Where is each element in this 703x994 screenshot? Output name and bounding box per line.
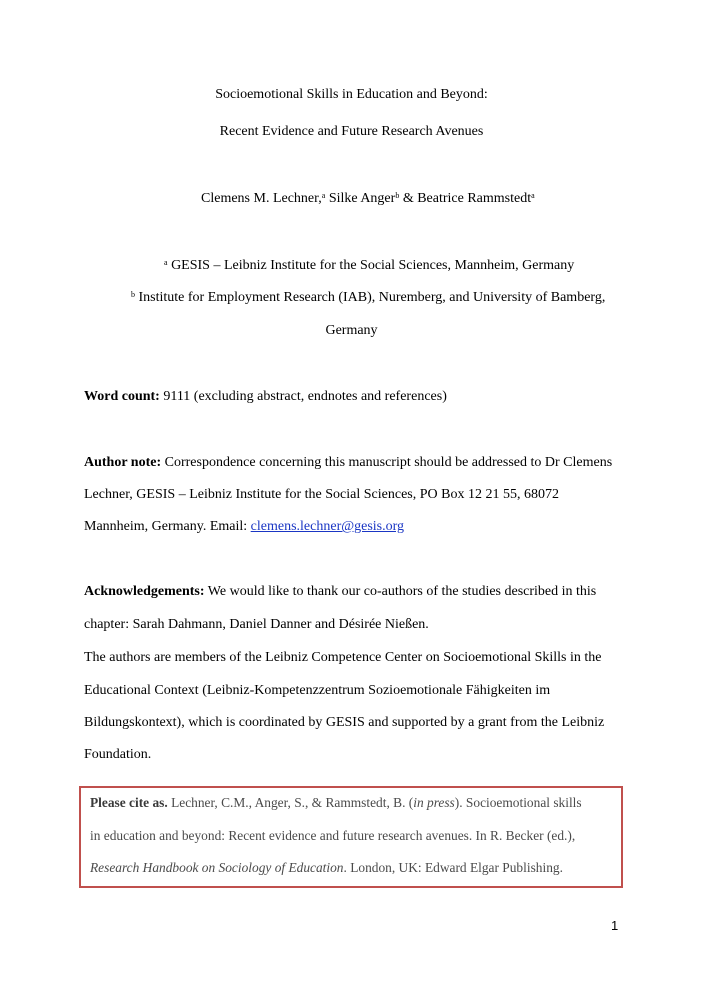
citation-line-2: in education and beyond: Recent evidence and future research avenues. In R. Becker (ed.), — [90, 828, 576, 843]
affiliation-b-text: Institute for Employment Research (IAB), Nuremberg, and University of Bamberg, — [135, 290, 606, 305]
affiliation-b — [131, 289, 605, 307]
citation-label: Please cite as. — [90, 795, 168, 810]
citation-in-press: in press — [413, 795, 455, 810]
citation-line-3 — [90, 859, 563, 877]
title-line-2: Recent Evidence and Future Research Avenues — [219, 124, 484, 139]
author-2: Silke Anger — [325, 191, 396, 206]
author-note-line-2: Lechner, GESIS – Leibniz Institute for the Social Sciences, PO Box 12 21 55, 68072 — [84, 487, 559, 502]
affiliation-b-marker: b — [131, 290, 135, 299]
acknowledgements-label: Acknowledgements: — [84, 584, 205, 599]
author-1: Clemens M. Lechner, — [201, 191, 322, 206]
acknowledgements-line-5: Bildungskontext), which is coordinated by GESIS and supported by a grant from the Leibniz — [84, 715, 605, 730]
affiliation-a — [164, 257, 574, 275]
citation-publisher: . London, UK: Edward Elgar Publishing. — [343, 860, 563, 875]
acknowledgements-line-6: Foundation. — [84, 747, 152, 762]
citation-box — [79, 786, 623, 888]
author-note-text-1: Correspondence concerning this manuscript should be addressed to Dr Clemens — [161, 455, 613, 470]
word-count-text: 9111 (excluding abstract, endnotes and references) — [159, 389, 447, 404]
citation-text-1b: ). Socioemotional skills — [454, 795, 582, 810]
acknowledgements-line-3: The authors are members of the Leibniz Competence Center on Socioemotional Skills in the — [84, 650, 602, 665]
affiliation-a-text: GESIS – Leibniz Institute for the Social Sciences, Mannheim, Germany — [167, 258, 575, 273]
author-note-line-3 — [84, 518, 404, 536]
title-line-1: Socioemotional Skills in Education and Beyond: — [215, 87, 488, 102]
author-3: & Beatrice Rammstedt — [399, 191, 532, 206]
author-note-label: Author note: — [84, 455, 162, 470]
citation-book-title: Research Handbook on Sociology of Education — [90, 860, 344, 875]
word-count — [84, 388, 447, 406]
author-3-affil: a — [531, 191, 535, 200]
acknowledgements-text-1: We would like to thank our co-authors of the studies described in this — [204, 584, 597, 599]
word-count-label: Word count: — [84, 389, 160, 404]
citation-line-1 — [90, 794, 582, 812]
author-note-text-3: Mannheim, Germany. Email: — [84, 519, 251, 534]
page-number: 1 — [611, 918, 619, 933]
acknowledgements-line-1 — [84, 583, 596, 601]
acknowledgements-line-4: Educational Context (Leibniz-Kompetenzzentrum Sozioemotionale Fähigkeiten im — [84, 683, 551, 698]
affiliation-b-continued: Germany — [325, 323, 378, 338]
author-1-affil: a — [321, 191, 326, 200]
email-link[interactable]: clemens.lechner@gesis.org — [250, 519, 405, 534]
acknowledgements-line-2: chapter: Sarah Dahmann, Daniel Danner and Désirée Nießen. — [84, 617, 429, 632]
citation-text-1a: Lechner, C.M., Anger, S., & Rammstedt, B. ( — [167, 795, 414, 810]
affiliation-a-marker: a — [164, 258, 168, 267]
author-list — [201, 190, 535, 208]
author-2-affil: b — [395, 191, 400, 200]
author-note-line-1 — [84, 454, 612, 472]
